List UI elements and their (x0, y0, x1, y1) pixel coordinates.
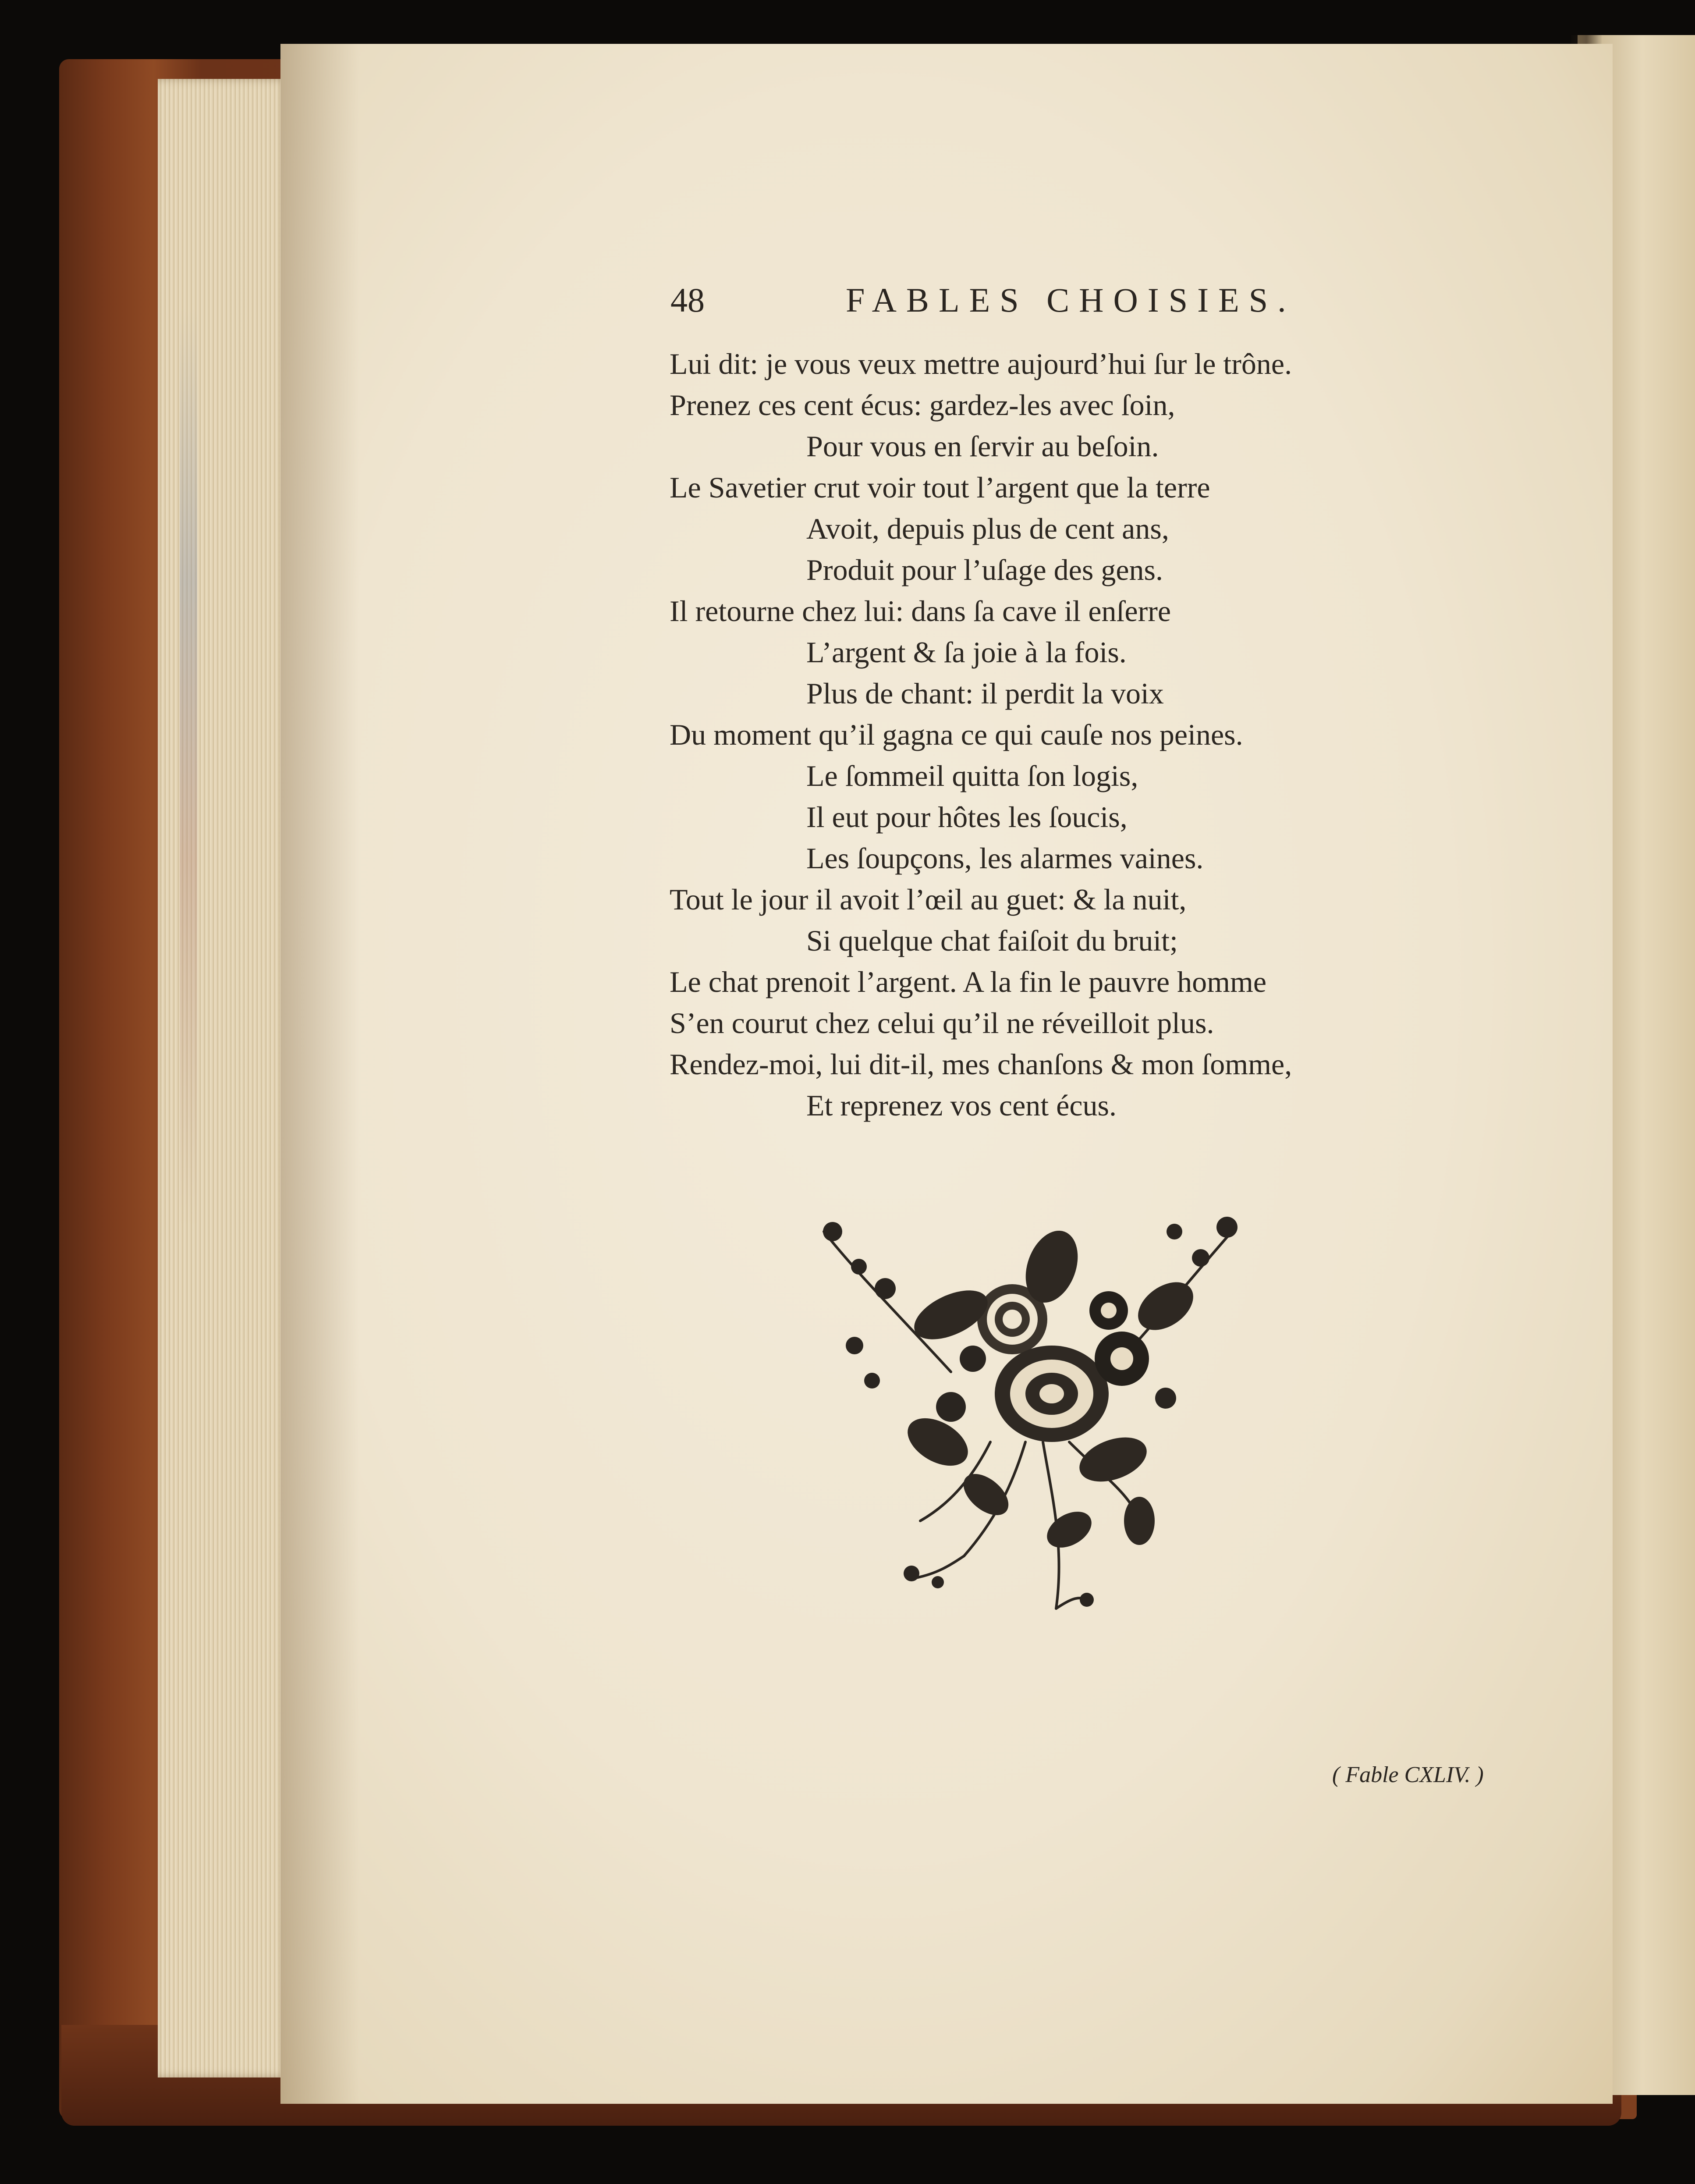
verse-line: Et reprenez vos cent écus. (806, 1089, 1117, 1122)
verse-line: Lui dit: je vous veux mettre aujourd’hui ſur le trône. (670, 347, 1292, 380)
verse-line: L’argent & ſa joie à la fois. (806, 636, 1127, 669)
verse-line: Le Savetier crut voir tout l’argent que la terre (670, 471, 1210, 504)
page-edges (158, 79, 289, 2077)
verse-line: Avoit, depuis plus de cent ans, (806, 512, 1169, 545)
verse-line: Il retourne chez lui: dans ſa cave il enſerre (670, 594, 1171, 628)
verse-line: Rendez-moi, lui dit-il, mes chanſons & mon ſomme, (670, 1048, 1292, 1081)
verse-line: Prenez ces cent écus: gardez-les avec ſoin, (670, 388, 1175, 422)
page-edge-stain (180, 307, 197, 1227)
verse-line: Du moment qu’il gagna ce qui cauſe nos peines. (670, 718, 1243, 751)
verse-line: Le ſommeil quitta ſon logis, (806, 759, 1138, 792)
verse-line: Si quelque chat faiſoit du bruit; (806, 924, 1178, 957)
verse-line: Il eut pour hôtes les ſoucis, (806, 800, 1128, 834)
floral-bouquet-vignette-icon (806, 1214, 1253, 1617)
catchword: ( Fable CXLIV. ) (1332, 1762, 1484, 1787)
verse-line: Les ſoupçons, les alarmes vaines. (806, 842, 1204, 875)
verse-line: Tout le jour il avoit l’œil au guet: & la nuit, (670, 883, 1187, 916)
verse-line: Le chat prenoit l’argent. A la fin le pauvre homme (670, 965, 1267, 998)
verse-line: S’en courut chez celui qu’il ne réveilloit plus. (670, 1006, 1214, 1040)
page-number: 48 (670, 281, 705, 319)
running-title: FABLES CHOISIES. (846, 281, 1296, 319)
gutter-shadow (280, 44, 359, 2104)
verse-line: Pour vous en ſervir au beſoin. (806, 430, 1159, 463)
verse-line: Produit pour l’uſage des gens. (806, 553, 1163, 586)
verse-line: Plus de chant: il perdit la voix (806, 677, 1164, 710)
